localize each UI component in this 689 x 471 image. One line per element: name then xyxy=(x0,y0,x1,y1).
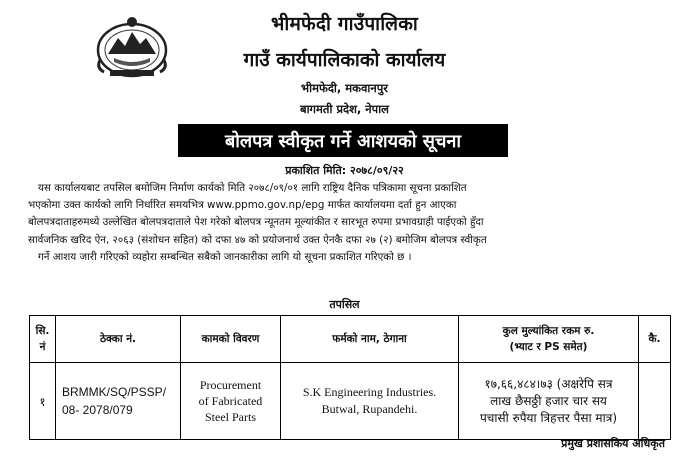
description-line2: of Fabricated xyxy=(198,394,263,408)
header-firm-name: फर्मको नाम, ठेगाना xyxy=(281,316,459,363)
cell-contract-no xyxy=(56,363,181,440)
body-line: सार्वजनिक खरिद ऐन, २०६३ (संशोधन सहित) को दफा ४७ को प्रयोजनार्थ उक्त ऐनकै दफा २७ (२) बमोजिम बोलपत्र स्वीकृत xyxy=(28,233,487,246)
award-table xyxy=(29,315,671,440)
cell-total-amount xyxy=(459,363,639,440)
header-total-amount xyxy=(459,316,639,363)
org-name: भीमफेदी गाउँपालिका xyxy=(271,13,418,35)
firm-name-line1: S.K Engineering Industries. xyxy=(302,385,437,399)
table-header-row xyxy=(30,316,671,363)
header-amount-line2: (भ्याट र PS समेत) xyxy=(509,341,588,353)
cell-remarks xyxy=(639,363,671,440)
body-line: यस कार्यालयबाट तपसिल बमोजिम निर्माण कार्यको मिति २०७८/०९/०१ लागि राष्ट्रिय दैनिक पत्रिकामा सूचना प्रकाशित xyxy=(38,182,467,194)
amount-line1: १७,६६,४८४।७३ (अक्षरेपि सत्र xyxy=(484,376,613,391)
address-line-2: बागमती प्रदेश, नेपाल xyxy=(300,102,389,116)
header-contract-no: ठेक्का नं. xyxy=(56,316,181,363)
address-line-1: भीमफेदी, मकवानपुर xyxy=(301,81,388,95)
notice-body xyxy=(28,180,668,266)
firm-name-line2: Butwal, Rupandehi. xyxy=(321,402,418,416)
signature-title: प्रमुख प्रशासकिय अधिकृत xyxy=(561,437,665,450)
office-name: गाउँ कार्यपालिकाको कार्यालय xyxy=(243,49,446,71)
cell-firm-name xyxy=(281,363,459,440)
table-row xyxy=(30,363,671,440)
header-serial xyxy=(30,316,56,363)
published-date: प्रकाशित मिति: २०७८/०९/२२ xyxy=(285,164,404,177)
body-line: गर्ने आशय जारी गरिएको व्यहोरा सम्बन्धित सबैको जानकारीका लागि यो सूचना प्रकाशित गरिएको छ । xyxy=(38,250,412,263)
description-line3: Steel Parts xyxy=(205,410,256,424)
notice-title: बोलपत्र स्वीकृत गर्ने आशयको सूचना xyxy=(178,124,508,157)
body-line: भएकोमा उक्त कार्यको लागि निर्धारित समयभित्र www.ppmo.gov.np/epg मार्फत कार्यालयमा दर्ता हुन आएका xyxy=(28,199,457,212)
contract-no-line1: BRMMK/SQ/PSSP/ xyxy=(62,385,167,399)
header-amount-line1: कुल मुल्यांकित रकम रु. xyxy=(502,325,595,337)
header-work-description: कामको विवरण xyxy=(181,316,281,363)
cell-serial: १ xyxy=(30,363,56,440)
cell-work-description xyxy=(181,363,281,440)
header-serial-line2: नं xyxy=(39,341,46,353)
header-serial-line1: सि. xyxy=(35,325,50,337)
description-line1: Procurement xyxy=(199,378,262,392)
contract-no-line2: 08- 2078/079 xyxy=(62,403,133,417)
header-remarks: कै. xyxy=(639,316,671,363)
annex-title: तपसिल xyxy=(329,298,360,311)
body-line: बोलपत्रदाताहरुमध्ये उल्लेखित बोलपत्रदाताले पेश गरेको बोलपत्र न्यूनतम मूल्यांकीत र सारभूत रुपमा प्रभावग्राही पाईएको हुँदा xyxy=(28,216,484,229)
amount-line2: लाख छैसठ्ठी हजार चार सय xyxy=(490,393,607,408)
amount-line3: पचासी रुपैया त्रिहत्तर पैसा मात्र) xyxy=(479,410,617,425)
